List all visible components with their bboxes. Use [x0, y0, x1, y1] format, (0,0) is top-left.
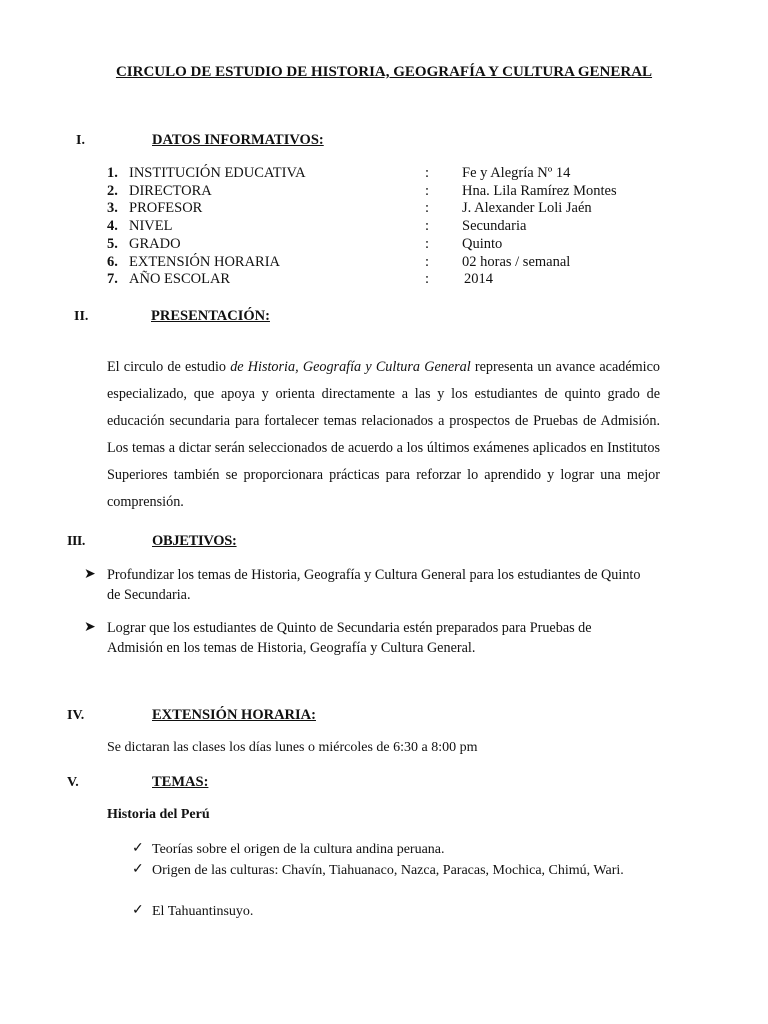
info-value: Fe y Alegría Nº 14 — [462, 165, 571, 181]
info-number: 6. — [107, 253, 118, 270]
section-2-number: II. — [74, 309, 89, 324]
info-value: 2014 — [464, 271, 493, 288]
info-number: 3. — [107, 200, 118, 217]
info-row — [107, 218, 173, 236]
section-3-number: III. — [67, 534, 85, 549]
info-separator: : — [425, 271, 430, 288]
check-icon: ✓ — [132, 841, 144, 856]
info-number: 2. — [107, 182, 118, 199]
info-value: Quinto — [462, 235, 503, 252]
schedule-text: Se dictaran las clases los días lunes o miércoles de 6:30 a 8:00 pm — [107, 740, 478, 755]
section-4-number: IV. — [67, 708, 85, 723]
objective-item: Profundizar los temas de Historia, Geografía y Cultura General para los estudiantes de Quinto de Secundaria. — [107, 567, 641, 603]
info-label: INSTITUCIÓN EDUCATIVA — [129, 165, 306, 181]
info-separator: : — [425, 165, 430, 181]
info-number: 4. — [107, 218, 118, 235]
topic-item: Teorías sobre el origen de la cultura andina peruana. — [152, 842, 445, 857]
arrow-bullet-icon: ➤ — [84, 620, 96, 635]
info-label: AÑO ESCOLAR — [129, 271, 231, 288]
info-value: Secundaria — [462, 218, 527, 235]
topic-item: Origen de las culturas: Chavín, Tiahuanaco, Nazca, Paracas, Mochica, Chimú, Wari. — [152, 863, 624, 878]
topic-item: El Tahuantinsuyo. — [152, 904, 254, 919]
section-5-title: TEMAS: — [152, 774, 209, 790]
info-label: NIVEL — [129, 218, 173, 235]
paragraph-italic-text: de Historia, Geografía y Cultura General — [230, 359, 471, 375]
info-number: 5. — [107, 235, 118, 252]
section-5-number: V. — [67, 775, 79, 790]
info-label: PROFESOR — [129, 200, 203, 217]
check-icon: ✓ — [132, 862, 144, 877]
check-icon: ✓ — [132, 903, 144, 918]
info-row — [107, 236, 181, 254]
objective-item: Lograr que los estudiantes de Quinto de Secundaria estén preparados para Pruebas de Admisión en los temas de Historia, Geografía y Cultura General. — [107, 620, 592, 656]
info-label: DIRECTORA — [129, 182, 212, 199]
info-value: Hna. Lila Ramírez Montes — [462, 182, 617, 199]
paragraph-text-a: El circulo de estudio — [107, 359, 231, 375]
info-row — [107, 165, 306, 183]
section-1-number: I. — [76, 133, 85, 148]
info-value: J. Alexander Loli Jaén — [462, 200, 592, 217]
info-row — [107, 200, 202, 218]
section-1-title: DATOS INFORMATIVOS: — [152, 132, 324, 148]
info-number: 7. — [107, 271, 118, 288]
section-4-title: EXTENSIÓN HORARIA: — [152, 707, 316, 723]
presentation-paragraph — [107, 354, 660, 516]
info-separator: : — [425, 182, 430, 199]
info-label: EXTENSIÓN HORARIA — [129, 253, 281, 270]
info-number: 1. — [107, 165, 118, 181]
topic-subtitle: Historia del Perú — [107, 807, 210, 822]
info-value: 02 horas / semanal — [462, 253, 571, 270]
info-row — [107, 254, 280, 272]
section-2-title: PRESENTACIÓN: — [151, 308, 270, 324]
info-label: GRADO — [129, 235, 181, 252]
section-3-title: OBJETIVOS: — [152, 533, 237, 549]
info-row — [107, 183, 212, 201]
info-separator: : — [425, 218, 430, 235]
paragraph-text-b: representa un avance académico especializado, que apoya y orienta directamente a las y los estudiantes de quinto grado de educación secundaria para fortalecer temas relacionados a prospectos de Pruebas de Admisión. Los temas a dictar serán seleccionados de acuerdo a los últimos exámenes aplicados en Institutos Superiores también se proporcionara prácticas para reforzar lo aprendido y lograr una mejor comprensión. — [107, 359, 661, 510]
info-row — [107, 271, 230, 289]
info-separator: : — [425, 200, 430, 217]
info-separator: : — [425, 235, 430, 252]
document-title: CIRCULO DE ESTUDIO DE HISTORIA, GEOGRAFÍA Y CULTURA GENERAL — [115, 64, 653, 80]
arrow-bullet-icon: ➤ — [84, 567, 96, 582]
info-separator: : — [425, 253, 430, 270]
